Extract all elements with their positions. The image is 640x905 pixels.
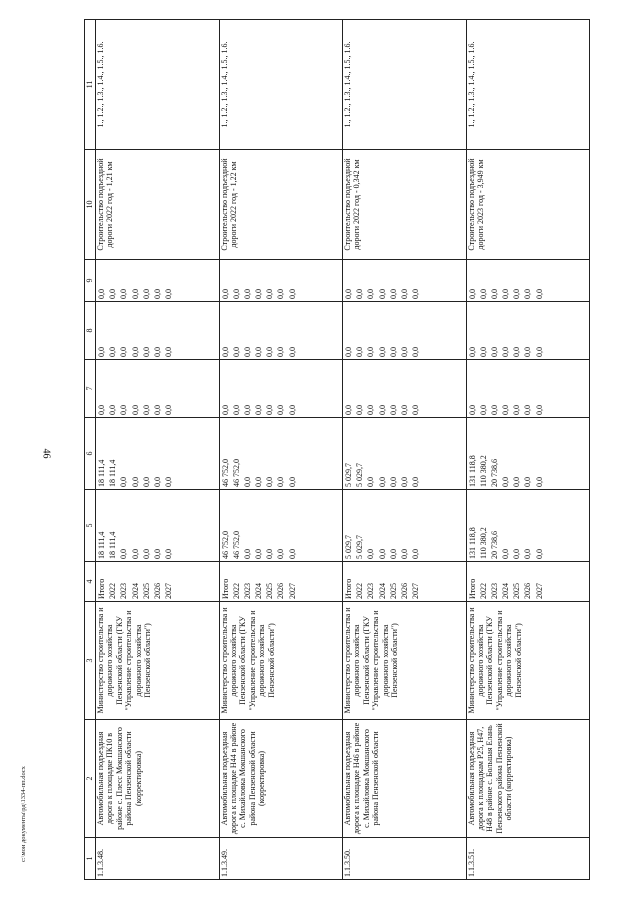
header-cell: 1 <box>85 838 96 880</box>
column-6-value: 0,0 <box>254 477 264 487</box>
year-list-value: 2025 <box>141 583 151 599</box>
year-list-value: 2022 <box>355 583 365 599</box>
indicator-links: 1., 1.2., 1.3., 1.4., 1.5., 1.6. <box>466 20 590 150</box>
column-6-value: 0,0 <box>512 477 522 487</box>
column-5-value: 0,0 <box>287 549 297 559</box>
header-cell: 2 <box>85 720 96 838</box>
column-8-value: 0,0 <box>164 347 174 357</box>
column-6-value: 0,0 <box>399 477 409 487</box>
column-7-value: 0,0 <box>97 405 106 415</box>
year-list-value: 2024 <box>377 583 387 599</box>
column-5-value: 131 118,8 <box>467 527 477 559</box>
row-number: 1.1.3.50. <box>343 838 467 880</box>
row-number: 1.1.3.51. <box>466 838 590 880</box>
year-list-value: 2027 <box>534 583 544 599</box>
column-9-value: 0,0 <box>411 289 421 299</box>
column-9-value: 0,0 <box>501 289 511 299</box>
column-7-value: 0,0 <box>152 405 162 415</box>
column-8-value: 0,0 <box>377 347 387 357</box>
column-8-value: 0,0 <box>501 347 511 357</box>
column-5-value: 0,0 <box>411 549 421 559</box>
column-7-value: 0,0 <box>276 405 286 415</box>
column-7-value: 0,0 <box>523 405 533 415</box>
column-5-value: 5 029,7 <box>344 535 353 559</box>
column-7-value: 0,0 <box>231 405 241 415</box>
year-list-value: 2023 <box>366 583 376 599</box>
column-7-value: 0,0 <box>489 405 499 415</box>
column-7-value: 0,0 <box>366 405 376 415</box>
column-8-value: 0,0 <box>366 347 376 357</box>
column-6-value: 0,0 <box>377 477 387 487</box>
column-6-value: 0,0 <box>141 477 151 487</box>
column-9-value: 0,0 <box>231 289 241 299</box>
object-name: Автомобильная подъездная дорога к площадке ПК10 в районе с. Плесс Мокшанского района Пензенской области (корректировка) <box>96 720 220 838</box>
column-6-value: 0,0 <box>152 477 162 487</box>
column-9-value: 0,0 <box>97 289 106 299</box>
column-6 <box>96 418 220 490</box>
year-list-value: 2022 <box>108 583 118 599</box>
executor: Министерство строительства и дорожного хозяйства Пензенской области (ГКУ "Управление строительства и дорожного хозяйства Пензенской области") <box>96 602 220 720</box>
column-6-value: 0,0 <box>130 477 140 487</box>
year-list <box>466 562 590 602</box>
column-5-value: 5 029,7 <box>355 535 365 559</box>
column-5-value: 0,0 <box>130 549 140 559</box>
column-8-value: 0,0 <box>220 347 230 357</box>
column-6-value: 0,0 <box>501 477 511 487</box>
executor: Министерство строительства и дорожного хозяйства Пензенской области (ГКУ "Управление строительства и дорожного хозяйства Пензенской области") <box>343 602 467 720</box>
year-list-value: 2023 <box>242 583 252 599</box>
year-list-value: 2025 <box>512 583 522 599</box>
column-8-value: 0,0 <box>411 347 421 357</box>
column-9-value: 0,0 <box>220 289 230 299</box>
column-9-value: 0,0 <box>108 289 118 299</box>
column-7 <box>96 360 220 418</box>
column-7-value: 0,0 <box>220 405 230 415</box>
column-6-value: 0,0 <box>242 477 252 487</box>
column-8-value: 0,0 <box>254 347 264 357</box>
column-5-value: 0,0 <box>512 549 522 559</box>
header-cell: 10 <box>85 150 96 260</box>
year-list-value: Итого <box>344 578 353 599</box>
column-5-value: 18 111,4 <box>97 531 106 559</box>
column-5-value: 0,0 <box>164 549 174 559</box>
column-6 <box>343 418 467 490</box>
object-name: Автомобильная подъездная дорога к площадкам Р25, Н47, Н48 в районе с. Большая Елань Пензенского района Пензенской области (корректировка) <box>466 720 590 838</box>
column-7-value: 0,0 <box>164 405 174 415</box>
column-5-value: 0,0 <box>119 549 129 559</box>
column-8 <box>466 302 590 360</box>
column-5-value: 0,0 <box>377 549 387 559</box>
object-name: Автомобильная подъездная дорога к площадке Н44 в районе с. Михайловка Мокшанского района Пензенской области (корректировка) <box>219 720 343 838</box>
year-list-value: Итого <box>220 578 230 599</box>
indicator-links: 1., 1.2., 1.3., 1.4., 1.5., 1.6. <box>343 20 467 150</box>
column-9-value: 0,0 <box>287 289 297 299</box>
table-row <box>466 20 590 880</box>
header-row <box>85 20 96 880</box>
year-list-value: 2023 <box>489 583 499 599</box>
column-8-value: 0,0 <box>287 347 297 357</box>
year-list-value: 2026 <box>523 583 533 599</box>
column-6-value: 18 111,4 <box>108 459 118 487</box>
header-cell: 11 <box>85 20 96 150</box>
column-9-value: 0,0 <box>478 289 488 299</box>
column-9-value: 0,0 <box>276 289 286 299</box>
column-5-value: 0,0 <box>388 549 398 559</box>
column-7-value: 0,0 <box>388 405 398 415</box>
column-6 <box>219 418 343 490</box>
column-9 <box>219 260 343 302</box>
column-7-value: 0,0 <box>512 405 522 415</box>
column-7-value: 0,0 <box>411 405 421 415</box>
column-6-value: 0,0 <box>366 477 376 487</box>
column-6-value: 20 738,6 <box>489 459 499 487</box>
column-9-value: 0,0 <box>512 289 522 299</box>
year-list-value: 2026 <box>276 583 286 599</box>
column-9-value: 0,0 <box>119 289 129 299</box>
year-list-value: 2024 <box>130 583 140 599</box>
column-5-value: 20 738,6 <box>489 531 499 559</box>
column-6-value: 0,0 <box>119 477 129 487</box>
year-list-value: 2027 <box>287 583 297 599</box>
header-cell: 5 <box>85 490 96 562</box>
header-cell: 9 <box>85 260 96 302</box>
column-6-value: 131 118,8 <box>467 455 477 487</box>
column-9-value: 0,0 <box>467 289 477 299</box>
column-9-value: 0,0 <box>489 289 499 299</box>
column-6-value: 0,0 <box>276 477 286 487</box>
program-table <box>84 19 590 880</box>
year-list-value: 2022 <box>231 583 241 599</box>
indicator-links: 1., 1.2., 1.3., 1.4., 1.5., 1.6. <box>96 20 220 150</box>
column-9-value: 0,0 <box>523 289 533 299</box>
column-5-value: 0,0 <box>254 549 264 559</box>
column-7-value: 0,0 <box>478 405 488 415</box>
column-8-value: 0,0 <box>467 347 477 357</box>
column-6-value: 0,0 <box>265 477 275 487</box>
column-5-value: 0,0 <box>534 549 544 559</box>
column-8-value: 0,0 <box>231 347 241 357</box>
column-8-value: 0,0 <box>97 347 106 357</box>
year-list <box>343 562 467 602</box>
column-5-value: 0,0 <box>141 549 151 559</box>
column-8-value: 0,0 <box>130 347 140 357</box>
year-list <box>96 562 220 602</box>
column-8 <box>96 302 220 360</box>
object-name: Автомобильная подъездная дорога к площадке Н46 в районе с. Михайловка Мокшанского района Пензенской области <box>343 720 467 838</box>
column-9 <box>343 260 467 302</box>
column-6-value: 0,0 <box>287 477 297 487</box>
column-5-value: 18 111,4 <box>108 531 118 559</box>
column-5-value: 0,0 <box>501 549 511 559</box>
indicator-links: 1., 1.2., 1.3., 1.4., 1.5., 1.6. <box>219 20 343 150</box>
year-list-value: 2024 <box>254 583 264 599</box>
header-cell: 6 <box>85 418 96 490</box>
column-9-value: 0,0 <box>355 289 365 299</box>
year-list-value: 2024 <box>501 583 511 599</box>
column-7-value: 0,0 <box>287 405 297 415</box>
column-6-value: 0,0 <box>523 477 533 487</box>
table-row <box>219 20 343 880</box>
year-list-value: Итого <box>467 578 477 599</box>
column-8-value: 0,0 <box>242 347 252 357</box>
header-cell: 3 <box>85 602 96 720</box>
column-9-value: 0,0 <box>164 289 174 299</box>
column-6-value: 18 111,4 <box>97 459 106 487</box>
row-number: 1.1.3.49. <box>219 838 343 880</box>
column-9-value: 0,0 <box>152 289 162 299</box>
column-6-value: 46 752,0 <box>231 459 241 487</box>
page-number: 46 <box>40 448 52 459</box>
rotated-table-container <box>84 20 590 880</box>
footer-file-path: c:\мои документы\рд\1334-пп.docx <box>20 766 27 862</box>
column-9-value: 0,0 <box>366 289 376 299</box>
year-list-value: 2026 <box>399 583 409 599</box>
indicator: Строительство подъездной дороги 2022 год - 1,22 км <box>219 150 343 260</box>
column-8-value: 0,0 <box>388 347 398 357</box>
column-9-value: 0,0 <box>377 289 387 299</box>
column-5-value: 46 752,0 <box>231 531 241 559</box>
column-5-value: 0,0 <box>366 549 376 559</box>
year-list-value: Итого <box>97 578 106 599</box>
row-number: 1.1.3.48. <box>96 838 220 880</box>
column-6-value: 0,0 <box>164 477 174 487</box>
column-6-value: 0,0 <box>534 477 544 487</box>
column-6-value: 0,0 <box>411 477 421 487</box>
column-5 <box>96 490 220 562</box>
column-5-value: 0,0 <box>399 549 409 559</box>
indicator: Строительство подъездной дороги 2022 год - 0,342 км <box>343 150 467 260</box>
table-row <box>343 20 467 880</box>
column-5-value: 0,0 <box>152 549 162 559</box>
column-9-value: 0,0 <box>388 289 398 299</box>
column-5-value: 0,0 <box>242 549 252 559</box>
column-7-value: 0,0 <box>108 405 118 415</box>
column-9-value: 0,0 <box>242 289 252 299</box>
column-9-value: 0,0 <box>130 289 140 299</box>
column-7-value: 0,0 <box>119 405 129 415</box>
column-6 <box>466 418 590 490</box>
year-list-value: 2027 <box>411 583 421 599</box>
column-9-value: 0,0 <box>399 289 409 299</box>
column-7-value: 0,0 <box>242 405 252 415</box>
column-8 <box>343 302 467 360</box>
column-6-value: 46 752,0 <box>220 459 230 487</box>
column-9 <box>96 260 220 302</box>
column-7-value: 0,0 <box>377 405 387 415</box>
column-7-value: 0,0 <box>344 405 353 415</box>
column-7-value: 0,0 <box>399 405 409 415</box>
column-5 <box>343 490 467 562</box>
column-9-value: 0,0 <box>141 289 151 299</box>
column-7-value: 0,0 <box>141 405 151 415</box>
year-list-value: 2025 <box>265 583 275 599</box>
column-6-value: 110 380,2 <box>478 455 488 487</box>
column-8-value: 0,0 <box>265 347 275 357</box>
column-8-value: 0,0 <box>534 347 544 357</box>
column-5 <box>466 490 590 562</box>
header-cell: 8 <box>85 302 96 360</box>
column-7-value: 0,0 <box>534 405 544 415</box>
indicator: Строительство подъездной дороги 2023 год - 3,949 км <box>466 150 590 260</box>
year-list-value: 2022 <box>478 583 488 599</box>
column-8-value: 0,0 <box>152 347 162 357</box>
column-9 <box>466 260 590 302</box>
column-8-value: 0,0 <box>399 347 409 357</box>
column-9-value: 0,0 <box>534 289 544 299</box>
column-7 <box>219 360 343 418</box>
column-6-value: 5 029,7 <box>355 463 365 487</box>
column-7-value: 0,0 <box>501 405 511 415</box>
column-8 <box>219 302 343 360</box>
header-cell: 7 <box>85 360 96 418</box>
column-5-value: 0,0 <box>523 549 533 559</box>
year-list <box>219 562 343 602</box>
column-8-value: 0,0 <box>512 347 522 357</box>
column-7-value: 0,0 <box>130 405 140 415</box>
column-6-value: 5 029,7 <box>344 463 353 487</box>
column-6-value: 0,0 <box>388 477 398 487</box>
column-8-value: 0,0 <box>344 347 353 357</box>
year-list-value: 2023 <box>119 583 129 599</box>
column-5-value: 46 752,0 <box>220 531 230 559</box>
column-8-value: 0,0 <box>355 347 365 357</box>
executor: Министерство строительства и дорожного хозяйства Пензенской области (ГКУ "Управление строительства и дорожного хозяйства Пензенской области") <box>466 602 590 720</box>
column-8-value: 0,0 <box>478 347 488 357</box>
column-9-value: 0,0 <box>254 289 264 299</box>
column-7 <box>466 360 590 418</box>
column-7-value: 0,0 <box>254 405 264 415</box>
year-list-value: 2027 <box>164 583 174 599</box>
column-7-value: 0,0 <box>265 405 275 415</box>
column-8-value: 0,0 <box>141 347 151 357</box>
year-list-value: 2025 <box>388 583 398 599</box>
column-5-value: 0,0 <box>276 549 286 559</box>
column-7 <box>343 360 467 418</box>
column-8-value: 0,0 <box>489 347 499 357</box>
column-9-value: 0,0 <box>344 289 353 299</box>
column-8-value: 0,0 <box>276 347 286 357</box>
header-cell: 4 <box>85 562 96 602</box>
column-5-value: 110 380,2 <box>478 527 488 559</box>
column-9-value: 0,0 <box>265 289 275 299</box>
column-8-value: 0,0 <box>523 347 533 357</box>
column-8-value: 0,0 <box>108 347 118 357</box>
column-8-value: 0,0 <box>119 347 129 357</box>
indicator: Строительство подъездной дороги 2022 год - 1,21 км <box>96 150 220 260</box>
executor: Министерство строительства и дорожного хозяйства Пензенской области (ГКУ "Управление строительства и дорожного хозяйства Пензенской области") <box>219 602 343 720</box>
year-list-value: 2026 <box>152 583 162 599</box>
table-row <box>96 20 220 880</box>
column-7-value: 0,0 <box>355 405 365 415</box>
column-5 <box>219 490 343 562</box>
column-5-value: 0,0 <box>265 549 275 559</box>
column-7-value: 0,0 <box>467 405 477 415</box>
